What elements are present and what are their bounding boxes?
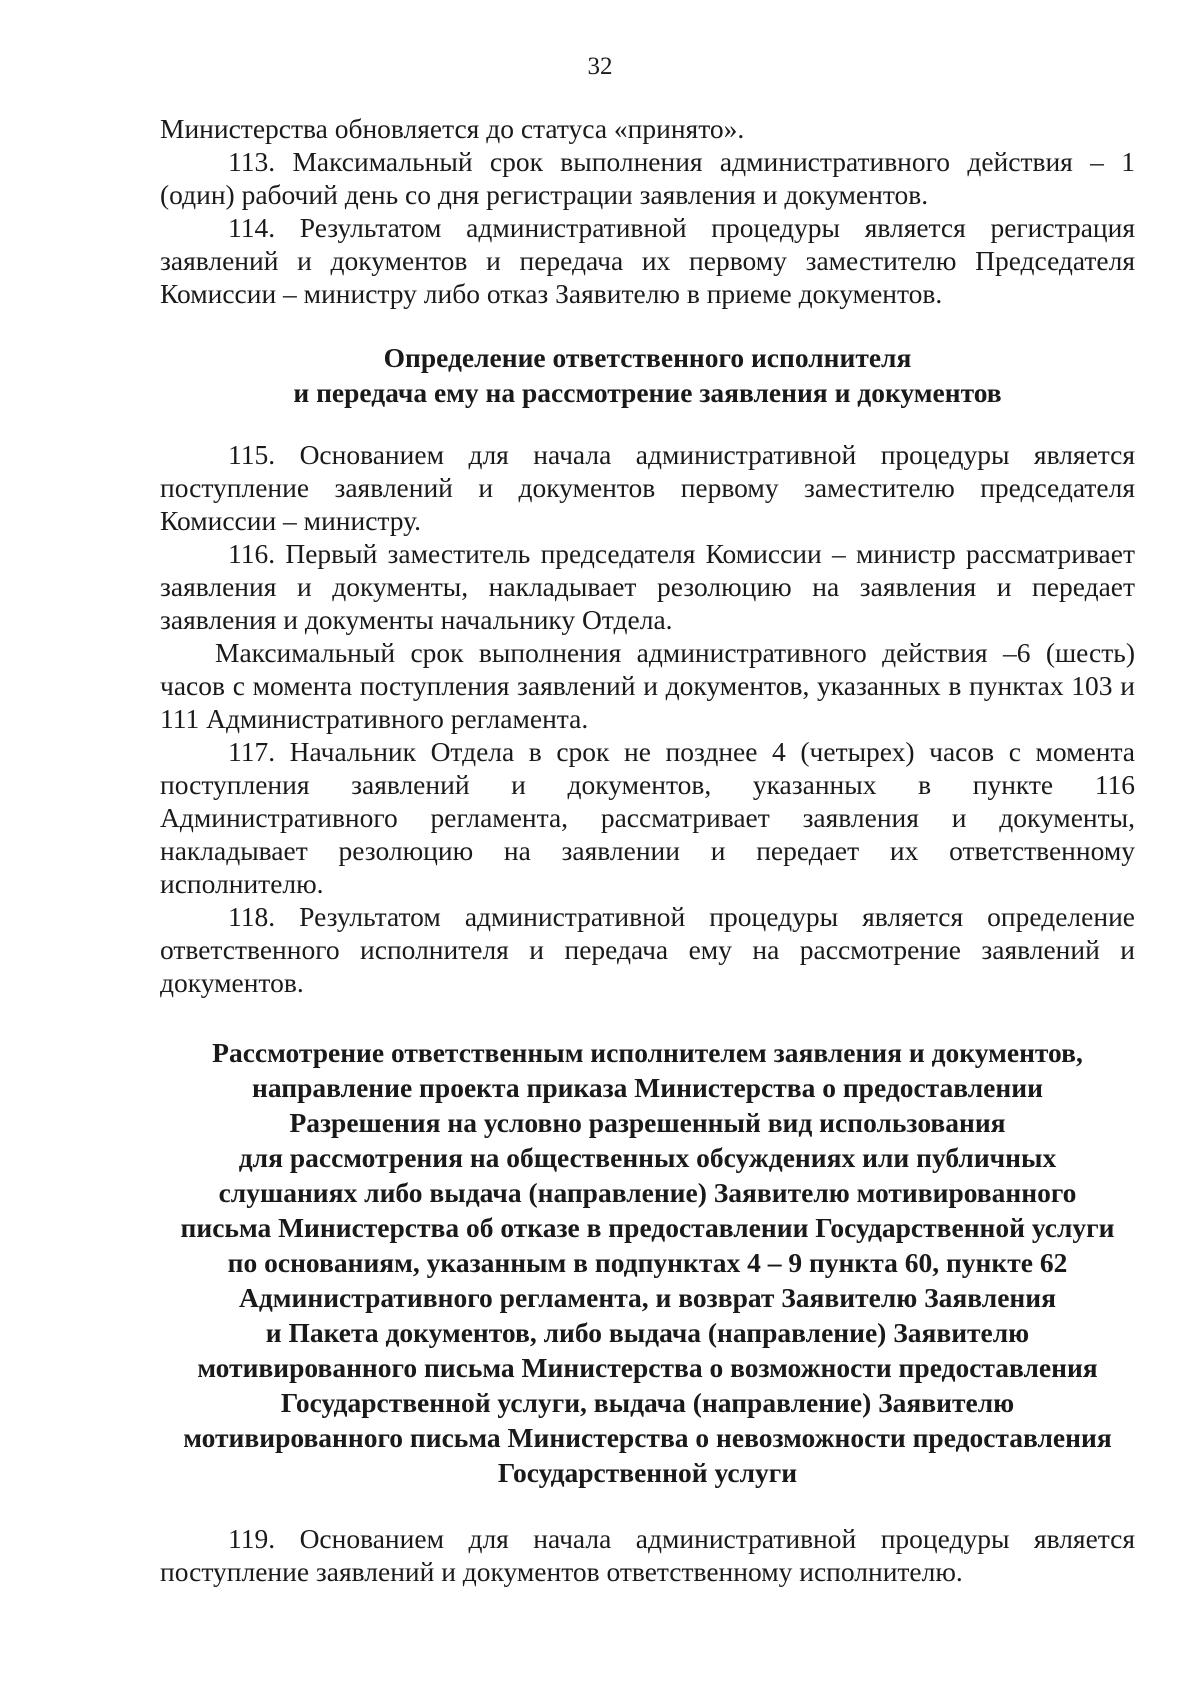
document-body — [160, 112, 1135, 1588]
paragraph-115: 115. Основанием для начала административной процедуры является поступление заявлений и документов первому заместителю председателя Комиссии – министру. — [160, 439, 1135, 536]
section-heading-2-text — [160, 1035, 1135, 1490]
section-heading-1 — [160, 340, 1135, 410]
paragraph-deadline: Максимальный срок выполнения административного действия –6 (шесть) часов с момента поступления заявлений и документов, указанных в пунктах 103 и 111 Административного регламента. — [160, 637, 1135, 734]
heading-line: письма Министерства об отказе в предоставлении Государственной услуги — [180, 1212, 1115, 1243]
heading-line: и передача ему на рассмотрение заявления и документов — [293, 377, 1002, 408]
heading-line: и Пакета документов, либо выдача (направление) Заявителю — [265, 1317, 1030, 1348]
paragraph-117: 117. Начальник Отдела в срок не позднее 4 (четырех) часов с момента поступления заявлений и документов, указанных в пункте 116 Административного регламента, рассматривает заявления и документы, накладывает резолюцию на заявлении и передает их ответственному исполнителю. — [160, 736, 1135, 899]
paragraph-119: 119. Основанием для начала административной процедуры является поступление заявлений и документов ответственному исполнителю. — [160, 1523, 1135, 1587]
paragraph-116: 116. Первый заместитель председателя Комиссии – министр рассматривает заявления и документы, накладывает резолюцию на заявления и передает заявления и документы начальнику Отдела. — [160, 538, 1135, 635]
section-heading-1-text — [160, 340, 1135, 410]
heading-line: для рассмотрения на общественных обсуждениях или публичных — [238, 1142, 1057, 1173]
heading-line: слушаниях либо выдача (направление) Заявителю мотивированного — [218, 1177, 1077, 1208]
paragraph-114: 114. Результатом административной процедуры является регистрация заявлений и документов и передача их первому заместителю Председателя Комиссии – министру либо отказ Заявителю в приеме документов. — [160, 212, 1135, 309]
paragraph-118: 118. Результатом административной процедуры является определение ответственного исполнителя и передача ему на рассмотрение заявлений и документов. — [160, 901, 1135, 998]
heading-line: мотивированного письма Министерства о возможности предоставления — [197, 1352, 1098, 1383]
page-number: 32 — [587, 53, 613, 80]
heading-line: по основаниям, указанным в подпунктах 4 – 9 пункта 60, пункте 62 — [227, 1247, 1068, 1278]
section-heading-2 — [160, 1035, 1135, 1490]
paragraph-continuation: Министерства обновляется до статуса «принято». — [160, 113, 745, 144]
heading-line: Разрешения на условно разрешенный вид использования — [289, 1107, 1006, 1138]
heading-line: Административного регламента, и возврат Заявителю Заявления — [239, 1282, 1056, 1313]
paragraph-113: 113. Максимальный срок выполнения административного действия – 1 (один) рабочий день со дня регистрации заявления и документов. — [160, 146, 1135, 210]
heading-line: Рассмотрение ответственным исполнителем заявления и документов, — [212, 1037, 1083, 1068]
heading-line: направление проекта приказа Министерства о предоставлении — [252, 1072, 1043, 1103]
heading-line: мотивированного письма Министерства о невозможности предоставления — [183, 1422, 1112, 1453]
heading-line: Определение ответственного исполнителя — [383, 342, 912, 373]
heading-line: Государственной услуги — [497, 1457, 798, 1488]
heading-line: Государственной услуги, выдача (направление) Заявителю — [280, 1387, 1015, 1418]
